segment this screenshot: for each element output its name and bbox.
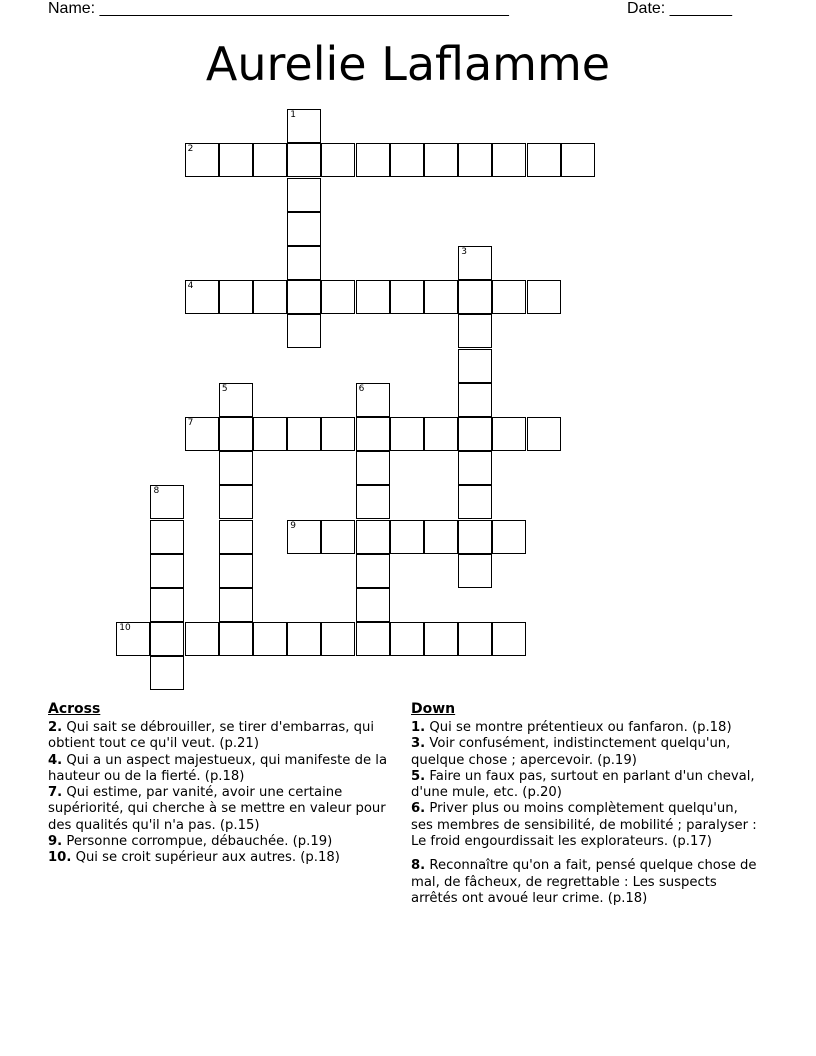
across-clues bbox=[48, 700, 393, 867]
grid-cell[interactable] bbox=[356, 485, 390, 519]
clue-text: Qui estime, par vanité, avoir une certaine supériorité, qui cherche à se mettre en valeur pour des qualités qu'il n'a pas. (p.15) bbox=[48, 785, 386, 833]
grid-cell[interactable] bbox=[492, 417, 526, 451]
grid-cell[interactable] bbox=[150, 554, 184, 588]
grid-cell[interactable] bbox=[321, 622, 355, 656]
grid-cell[interactable] bbox=[253, 143, 287, 177]
grid-cell[interactable] bbox=[527, 280, 561, 314]
grid-cell[interactable] bbox=[150, 520, 184, 554]
clue-text: Qui a un aspect majestueux, qui manifeste de la hauteur ou de la fierté. (p.18) bbox=[48, 752, 388, 784]
clue-number: 1. bbox=[411, 720, 426, 735]
down-clues bbox=[411, 700, 761, 907]
clue-number: 5. bbox=[411, 768, 426, 784]
clue-number: 10. bbox=[48, 850, 72, 866]
grid-cell[interactable] bbox=[287, 314, 321, 348]
grid-cell[interactable] bbox=[390, 143, 424, 177]
clue-text: Reconnaître qu'on a fait, pensé quelque chose de mal, de fâcheux, de regrettable : Les suspects arrêtés ont avoué leur crime. (p.18) bbox=[411, 858, 757, 906]
clue-number-label: 8 bbox=[153, 486, 160, 497]
grid-cell[interactable] bbox=[458, 280, 492, 314]
grid-cell[interactable] bbox=[356, 280, 390, 314]
clue-down bbox=[411, 736, 761, 769]
clue-number: 9. bbox=[48, 834, 63, 850]
grid-cell[interactable] bbox=[356, 520, 390, 554]
grid-cell[interactable] bbox=[356, 588, 390, 622]
grid-cell[interactable] bbox=[458, 554, 492, 588]
grid-cell[interactable] bbox=[458, 622, 492, 656]
grid-cell[interactable] bbox=[390, 520, 424, 554]
grid-cell[interactable] bbox=[458, 314, 492, 348]
grid-cell[interactable] bbox=[287, 143, 321, 177]
clue-text: Qui sait se débrouiller, se tirer d'embarras, qui obtient tout ce qu'il veut. (p.21) bbox=[48, 720, 375, 752]
grid-cell[interactable] bbox=[219, 554, 253, 588]
clue-number-label: 7 bbox=[187, 418, 194, 429]
grid-cell[interactable] bbox=[321, 280, 355, 314]
grid-cell[interactable] bbox=[492, 280, 526, 314]
clue-down bbox=[411, 858, 761, 907]
grid-cell[interactable] bbox=[390, 622, 424, 656]
grid-cell[interactable] bbox=[150, 485, 184, 519]
grid-cell[interactable] bbox=[150, 622, 184, 656]
grid-cell[interactable] bbox=[321, 143, 355, 177]
grid-cell[interactable] bbox=[458, 246, 492, 280]
grid-cell[interactable] bbox=[356, 622, 390, 656]
clue-across bbox=[48, 720, 393, 753]
grid-cell[interactable] bbox=[356, 143, 390, 177]
grid-cell[interactable] bbox=[321, 520, 355, 554]
grid-cell[interactable] bbox=[458, 143, 492, 177]
grid-cell[interactable] bbox=[219, 383, 253, 417]
clue-text: Faire un faux pas, surtout en parlant d'un cheval, d'une mule, etc. (p.20) bbox=[411, 768, 755, 801]
clue-down bbox=[411, 769, 761, 802]
clue-number-label: 9 bbox=[290, 520, 296, 531]
grid-cell[interactable] bbox=[458, 451, 492, 485]
grid-cell[interactable] bbox=[424, 622, 458, 656]
grid-cell[interactable] bbox=[219, 622, 253, 656]
grid-cell[interactable] bbox=[185, 417, 219, 451]
clue-across bbox=[48, 834, 393, 850]
grid-cell[interactable] bbox=[150, 656, 184, 690]
grid-cell[interactable] bbox=[185, 143, 219, 177]
grid-cell[interactable] bbox=[321, 417, 355, 451]
grid-cell[interactable] bbox=[253, 622, 287, 656]
grid-cell[interactable] bbox=[219, 143, 253, 177]
grid-cell[interactable] bbox=[527, 417, 561, 451]
clue-number-label: 2 bbox=[187, 144, 194, 155]
name-field-label: Name: ______________________________________________ bbox=[48, 0, 509, 17]
grid-cell[interactable] bbox=[492, 143, 526, 177]
grid-cell[interactable] bbox=[390, 417, 424, 451]
clue-across bbox=[48, 753, 393, 786]
grid-cell[interactable] bbox=[390, 280, 424, 314]
clue-text: Voir confusément, indistinctement quelqu'un, quelque chose ; apercevoir. (p.19) bbox=[411, 736, 731, 768]
grid-cell[interactable] bbox=[287, 417, 321, 451]
clue-number-label: 10 bbox=[119, 623, 131, 634]
clue-down bbox=[411, 801, 761, 850]
grid-cell[interactable] bbox=[527, 143, 561, 177]
grid-cell[interactable] bbox=[287, 520, 321, 554]
grid-cell[interactable] bbox=[219, 588, 253, 622]
clue-number-label: 6 bbox=[358, 383, 365, 394]
grid-cell[interactable] bbox=[116, 622, 150, 656]
grid-cell[interactable] bbox=[458, 485, 492, 519]
grid-cell[interactable] bbox=[150, 588, 184, 622]
grid-cell[interactable] bbox=[287, 246, 321, 280]
grid-cell[interactable] bbox=[356, 554, 390, 588]
grid-cell[interactable] bbox=[424, 520, 458, 554]
grid-cell[interactable] bbox=[287, 280, 321, 314]
clue-number: 4. bbox=[48, 752, 63, 768]
grid-cell[interactable] bbox=[219, 520, 253, 554]
down-heading: Down bbox=[411, 701, 456, 717]
clue-number-label: 3 bbox=[461, 247, 467, 258]
date-field-label: Date: _______ bbox=[627, 0, 732, 17]
grid-cell[interactable] bbox=[356, 451, 390, 485]
grid-cell[interactable] bbox=[287, 178, 321, 212]
grid-cell[interactable] bbox=[185, 622, 219, 656]
grid-cell[interactable] bbox=[458, 383, 492, 417]
grid-cell[interactable] bbox=[219, 280, 253, 314]
grid-cell[interactable] bbox=[492, 520, 526, 554]
grid-cell[interactable] bbox=[287, 212, 321, 246]
grid-cell[interactable] bbox=[253, 417, 287, 451]
grid-cell[interactable] bbox=[458, 417, 492, 451]
clue-text: Priver plus ou moins complètement quelqu'un, ses membres de sensibilité, de mobilité ; paralyser : Le froid engourdissait les explorateurs. (p.17) bbox=[411, 801, 757, 850]
clue-down bbox=[411, 720, 761, 736]
grid-cell[interactable] bbox=[185, 280, 219, 314]
grid-cell[interactable] bbox=[287, 109, 321, 143]
grid-cell[interactable] bbox=[287, 622, 321, 656]
grid-cell[interactable] bbox=[492, 622, 526, 656]
grid-cell[interactable] bbox=[219, 485, 253, 519]
grid-cell[interactable] bbox=[219, 417, 253, 451]
clue-number: 2. bbox=[48, 720, 63, 735]
clue-number: 6. bbox=[411, 801, 426, 817]
grid-cell[interactable] bbox=[458, 349, 492, 383]
grid-cell[interactable] bbox=[458, 520, 492, 554]
across-heading: Across bbox=[48, 701, 101, 717]
clue-number: 8. bbox=[411, 858, 426, 874]
grid-cell[interactable] bbox=[356, 417, 390, 451]
grid-cell[interactable] bbox=[561, 143, 595, 177]
clue-text: Qui se montre prétentieux ou fanfaron. (p.18) bbox=[425, 720, 732, 735]
clue-number: 3. bbox=[411, 736, 426, 752]
clue-number: 7. bbox=[48, 785, 63, 801]
clue-across bbox=[48, 850, 393, 866]
clue-across bbox=[48, 785, 393, 834]
clue-text: Personne corrompue, débauchée. (p.19) bbox=[62, 834, 333, 850]
grid-cell[interactable] bbox=[424, 143, 458, 177]
clue-text: Qui se croit supérieur aux autres. (p.18) bbox=[71, 850, 340, 866]
clue-number-label: 4 bbox=[187, 281, 194, 292]
grid-cell[interactable] bbox=[356, 383, 390, 417]
grid-cell[interactable] bbox=[219, 451, 253, 485]
grid-cell[interactable] bbox=[424, 280, 458, 314]
puzzle-title: Aurelie Laflamme bbox=[205, 37, 611, 91]
grid-cell[interactable] bbox=[253, 280, 287, 314]
clue-number-label: 1 bbox=[290, 110, 296, 121]
clue-number-label: 5 bbox=[221, 383, 228, 394]
grid-cell[interactable] bbox=[424, 417, 458, 451]
